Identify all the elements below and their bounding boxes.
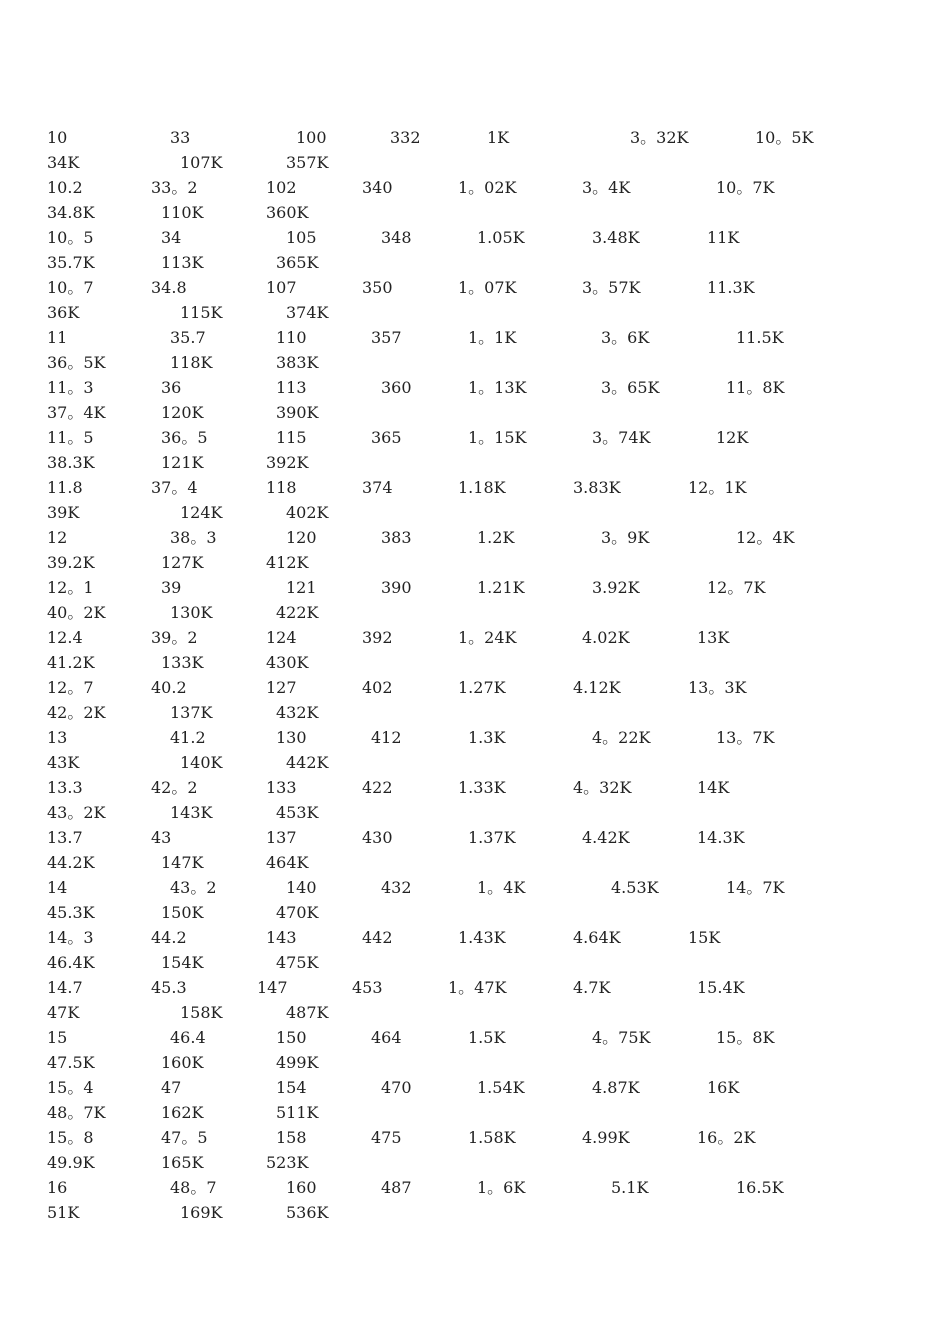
value-cell: 11.3K (707, 278, 755, 297)
table-row-continuation (0, 150, 950, 175)
value-cell: 13 (47, 728, 68, 747)
value-cell: 392 (362, 628, 393, 647)
value-cell: 14。7K (726, 878, 785, 897)
table-row (0, 325, 950, 350)
value-cell: 11。5 (47, 428, 94, 447)
value-cell: 13。7K (716, 728, 775, 747)
value-cell: 14 (47, 878, 68, 897)
value-cell: 115 (276, 428, 307, 447)
value-cell: 43 (151, 828, 172, 847)
table-row (0, 425, 950, 450)
value-cell: 143K (170, 803, 213, 822)
value-cell: 169K (180, 1203, 223, 1222)
value-cell: 1。13K (468, 378, 527, 397)
table-row (0, 975, 950, 1000)
value-cell: 4。32K (573, 778, 632, 797)
table-row (0, 475, 950, 500)
value-cell: 11K (707, 228, 740, 247)
value-cell: 1.5K (468, 1028, 506, 1047)
value-cell: 350 (362, 278, 393, 297)
table-row (0, 175, 950, 200)
value-cell: 14K (697, 778, 730, 797)
value-cell: 383K (276, 353, 319, 372)
value-cell: 12。1K (688, 478, 747, 497)
table-row-continuation (0, 750, 950, 775)
value-cell: 402 (362, 678, 393, 697)
value-cell: 3.92K (592, 578, 640, 597)
value-cell: 12。7 (47, 678, 94, 697)
table-row-continuation (0, 650, 950, 675)
value-cell: 105 (286, 228, 317, 247)
table-row-continuation (0, 300, 950, 325)
value-cell: 130 (276, 728, 307, 747)
table-row-continuation (0, 500, 950, 525)
value-cell: 430 (362, 828, 393, 847)
value-cell: 34K (47, 153, 80, 172)
value-cell: 47K (47, 1003, 80, 1022)
value-cell: 1。07K (458, 278, 517, 297)
value-cell: 14.3K (697, 828, 745, 847)
value-cell: 412K (266, 553, 309, 572)
value-cell: 16K (707, 1078, 740, 1097)
table-row-continuation (0, 450, 950, 475)
value-cell: 4.7K (573, 978, 611, 997)
value-cell: 154 (276, 1078, 307, 1097)
table-row-continuation (0, 200, 950, 225)
table-row (0, 1075, 950, 1100)
value-cell: 110K (161, 203, 204, 222)
value-cell: 357K (286, 153, 329, 172)
value-cell: 47。5 (161, 1128, 208, 1147)
value-cell: 1。24K (458, 628, 517, 647)
value-cell: 3。74K (592, 428, 651, 447)
value-cell: 4。75K (592, 1028, 651, 1047)
value-cell: 42。2K (47, 703, 106, 722)
value-cell: 10 (47, 128, 68, 147)
value-cell: 1.33K (458, 778, 506, 797)
value-cell: 10。5 (47, 228, 94, 247)
value-cell: 44.2 (151, 928, 187, 947)
value-cell: 35.7 (170, 328, 206, 347)
value-cell: 43K (47, 753, 80, 772)
value-cell: 100 (296, 128, 327, 147)
value-cell: 130K (170, 603, 213, 622)
table-row (0, 275, 950, 300)
value-cell: 43。2 (170, 878, 217, 897)
value-cell: 1K (487, 128, 510, 147)
table-row-continuation (0, 1150, 950, 1175)
value-cell: 124K (180, 503, 223, 522)
value-cell: 158 (276, 1128, 307, 1147)
value-cell: 10。5K (755, 128, 814, 147)
value-cell: 1。4K (477, 878, 526, 897)
table-row-continuation (0, 1200, 950, 1225)
table-row-continuation (0, 400, 950, 425)
value-cell: 38。3 (170, 528, 217, 547)
value-cell: 487K (286, 1003, 329, 1022)
value-cell: 15。8K (716, 1028, 775, 1047)
value-cell: 158K (180, 1003, 223, 1022)
value-cell: 165K (161, 1153, 204, 1172)
value-cell: 1.58K (468, 1128, 516, 1147)
value-cell: 15 (47, 1028, 68, 1047)
value-cell: 432K (276, 703, 319, 722)
table-row-continuation (0, 250, 950, 275)
value-cell: 392K (266, 453, 309, 472)
value-cell: 332 (390, 128, 421, 147)
table-row-continuation (0, 550, 950, 575)
value-cell: 34.8 (151, 278, 187, 297)
value-cell: 48。7K (47, 1103, 106, 1122)
value-cell: 475 (371, 1128, 402, 1147)
value-cell: 49.9K (47, 1153, 95, 1172)
value-cell: 4。22K (592, 728, 651, 747)
table-row (0, 1175, 950, 1200)
value-cell: 124 (266, 628, 297, 647)
value-cell: 430K (266, 653, 309, 672)
value-cell: 47.5K (47, 1053, 95, 1072)
value-cell: 127K (161, 553, 204, 572)
value-cell: 1.54K (477, 1078, 525, 1097)
value-cell: 442K (286, 753, 329, 772)
value-cell: 12。1 (47, 578, 94, 597)
value-cell: 470 (381, 1078, 412, 1097)
table-row-continuation (0, 1100, 950, 1125)
value-cell: 34.8K (47, 203, 95, 222)
table-row (0, 625, 950, 650)
value-cell: 5.1K (611, 1178, 649, 1197)
value-cell: 3.48K (592, 228, 640, 247)
value-cell: 12。4K (736, 528, 795, 547)
value-cell: 1.43K (458, 928, 506, 947)
value-cell: 412 (371, 728, 402, 747)
value-cell: 133 (266, 778, 297, 797)
table-row (0, 825, 950, 850)
table-row-continuation (0, 700, 950, 725)
table-row (0, 125, 950, 150)
value-cell: 3。32K (630, 128, 689, 147)
value-cell: 1。02K (458, 178, 517, 197)
value-cell: 150K (161, 903, 204, 922)
value-cell: 357 (371, 328, 402, 347)
value-cell: 1.2K (477, 528, 515, 547)
value-cell: 39 (161, 578, 182, 597)
table-row-continuation (0, 950, 950, 975)
value-cell: 422K (276, 603, 319, 622)
table-row (0, 1025, 950, 1050)
value-cell: 365K (276, 253, 319, 272)
value-cell: 12K (716, 428, 749, 447)
value-cell: 43。2K (47, 803, 106, 822)
value-cell: 4.53K (611, 878, 659, 897)
value-cell: 140 (286, 878, 317, 897)
value-cell: 38.3K (47, 453, 95, 472)
value-cell: 118K (170, 353, 213, 372)
table-row (0, 725, 950, 750)
table-row (0, 225, 950, 250)
value-cell: 107K (180, 153, 223, 172)
value-cell: 4.99K (582, 1128, 630, 1147)
value-cell: 44.2K (47, 853, 95, 872)
value-cell: 3。6K (601, 328, 650, 347)
value-cell: 475K (276, 953, 319, 972)
value-cell: 464K (266, 853, 309, 872)
value-cell: 1。47K (448, 978, 507, 997)
table-row (0, 1125, 950, 1150)
table-row-continuation (0, 600, 950, 625)
value-cell: 137K (170, 703, 213, 722)
table-row-continuation (0, 850, 950, 875)
value-cell: 402K (286, 503, 329, 522)
value-cell: 374K (286, 303, 329, 322)
value-cell: 360K (266, 203, 309, 222)
value-cell: 1.21K (477, 578, 525, 597)
value-cell: 33 (170, 128, 191, 147)
value-cell: 4.02K (582, 628, 630, 647)
value-cell: 383 (381, 528, 412, 547)
table-row (0, 575, 950, 600)
value-cell: 11。8K (726, 378, 785, 397)
value-cell: 40.2 (151, 678, 187, 697)
table-row-continuation (0, 900, 950, 925)
value-cell: 36。5 (161, 428, 208, 447)
value-cell: 33。2 (151, 178, 198, 197)
value-cell: 16。2K (697, 1128, 756, 1147)
value-cell: 442 (362, 928, 393, 947)
table-row (0, 675, 950, 700)
value-cell: 15。8 (47, 1128, 94, 1147)
value-cell: 160 (286, 1178, 317, 1197)
value-cell: 422 (362, 778, 393, 797)
value-cell: 348 (381, 228, 412, 247)
table-row-continuation (0, 1050, 950, 1075)
value-cell: 340 (362, 178, 393, 197)
value-cell: 1.27K (458, 678, 506, 697)
value-cell: 523K (266, 1153, 309, 1172)
value-cell: 1.05K (477, 228, 525, 247)
value-cell: 1.3K (468, 728, 506, 747)
value-cell: 3。57K (582, 278, 641, 297)
value-cell: 390 (381, 578, 412, 597)
value-cell: 13K (697, 628, 730, 647)
table-row-continuation (0, 350, 950, 375)
value-cell: 3。65K (601, 378, 660, 397)
value-cell: 41.2 (170, 728, 206, 747)
table-row-continuation (0, 1000, 950, 1025)
value-cell: 127 (266, 678, 297, 697)
value-cell: 34 (161, 228, 182, 247)
value-cell: 102 (266, 178, 297, 197)
table-row (0, 925, 950, 950)
table-row (0, 875, 950, 900)
value-cell: 4.42K (582, 828, 630, 847)
value-cell: 464 (371, 1028, 402, 1047)
value-cell: 48。7 (170, 1178, 217, 1197)
value-cell: 37。4 (151, 478, 198, 497)
value-cell: 115K (180, 303, 223, 322)
value-cell: 143 (266, 928, 297, 947)
value-cell: 113 (276, 378, 307, 397)
value-cell: 11.5K (736, 328, 784, 347)
value-cell: 137 (266, 828, 297, 847)
value-cell: 140K (180, 753, 223, 772)
value-cell: 45.3K (47, 903, 95, 922)
value-cell: 120K (161, 403, 204, 422)
table-row (0, 525, 950, 550)
value-cell: 1。1K (468, 328, 517, 347)
value-cell: 12。7K (707, 578, 766, 597)
value-cell: 10。7K (716, 178, 775, 197)
table-row (0, 375, 950, 400)
value-cell: 36K (47, 303, 80, 322)
value-cell: 110 (276, 328, 307, 347)
value-cell: 45.3 (151, 978, 187, 997)
value-cell: 10。7 (47, 278, 94, 297)
value-cell: 121 (286, 578, 317, 597)
value-cell: 41.2K (47, 653, 95, 672)
value-cell: 147K (161, 853, 204, 872)
value-cell: 37。4K (47, 403, 106, 422)
value-cell: 432 (381, 878, 412, 897)
value-cell: 160K (161, 1053, 204, 1072)
value-cell: 36。5K (47, 353, 106, 372)
value-cell: 536K (286, 1203, 329, 1222)
value-cell: 39.2K (47, 553, 95, 572)
value-cell: 4.64K (573, 928, 621, 947)
value-cell: 39。2 (151, 628, 198, 647)
value-cell: 147 (257, 978, 288, 997)
value-cell: 113K (161, 253, 204, 272)
value-cell: 511K (276, 1103, 319, 1122)
value-cell: 3。9K (601, 528, 650, 547)
value-cell: 150 (276, 1028, 307, 1047)
value-cell: 360 (381, 378, 412, 397)
value-cell: 107 (266, 278, 297, 297)
value-cell: 121K (161, 453, 204, 472)
value-cell: 15.4K (697, 978, 745, 997)
value-cell: 374 (362, 478, 393, 497)
value-cell: 4.87K (592, 1078, 640, 1097)
value-cell: 11 (47, 328, 68, 347)
value-cell: 499K (276, 1053, 319, 1072)
value-cell: 16 (47, 1178, 68, 1197)
value-cell: 470K (276, 903, 319, 922)
value-cell: 120 (286, 528, 317, 547)
value-cell: 47 (161, 1078, 182, 1097)
value-cell: 42。2 (151, 778, 198, 797)
value-cell: 1.37K (468, 828, 516, 847)
value-cell: 14。3 (47, 928, 94, 947)
value-cell: 453 (352, 978, 383, 997)
value-cell: 13。3K (688, 678, 747, 697)
value-cell: 487 (381, 1178, 412, 1197)
value-cell: 3.83K (573, 478, 621, 497)
value-cell: 154K (161, 953, 204, 972)
value-cell: 10.2 (47, 178, 83, 197)
value-cell: 39K (47, 503, 80, 522)
value-cell: 162K (161, 1103, 204, 1122)
value-cell: 35.7K (47, 253, 95, 272)
value-cell: 12.4 (47, 628, 83, 647)
value-cell: 12 (47, 528, 68, 547)
value-cell: 390K (276, 403, 319, 422)
value-cell: 15K (688, 928, 721, 947)
value-cell: 36 (161, 378, 182, 397)
value-cell: 13.7 (47, 828, 83, 847)
table-row-continuation (0, 800, 950, 825)
value-cell: 4.12K (573, 678, 621, 697)
value-cell: 11.8 (47, 478, 83, 497)
value-cell: 1。15K (468, 428, 527, 447)
value-cell: 1.18K (458, 478, 506, 497)
value-cell: 11。3 (47, 378, 94, 397)
value-cell: 133K (161, 653, 204, 672)
value-cell: 118 (266, 478, 297, 497)
value-cell: 46.4 (170, 1028, 206, 1047)
value-cell: 453K (276, 803, 319, 822)
value-cell: 51K (47, 1203, 80, 1222)
value-cell: 14.7 (47, 978, 83, 997)
value-cell: 16.5K (736, 1178, 784, 1197)
value-cell: 365 (371, 428, 402, 447)
value-cell: 3。4K (582, 178, 631, 197)
value-cell: 13.3 (47, 778, 83, 797)
value-cell: 40。2K (47, 603, 106, 622)
value-cell: 1。6K (477, 1178, 526, 1197)
table-row (0, 775, 950, 800)
value-cell: 15。4 (47, 1078, 94, 1097)
value-cell: 46.4K (47, 953, 95, 972)
